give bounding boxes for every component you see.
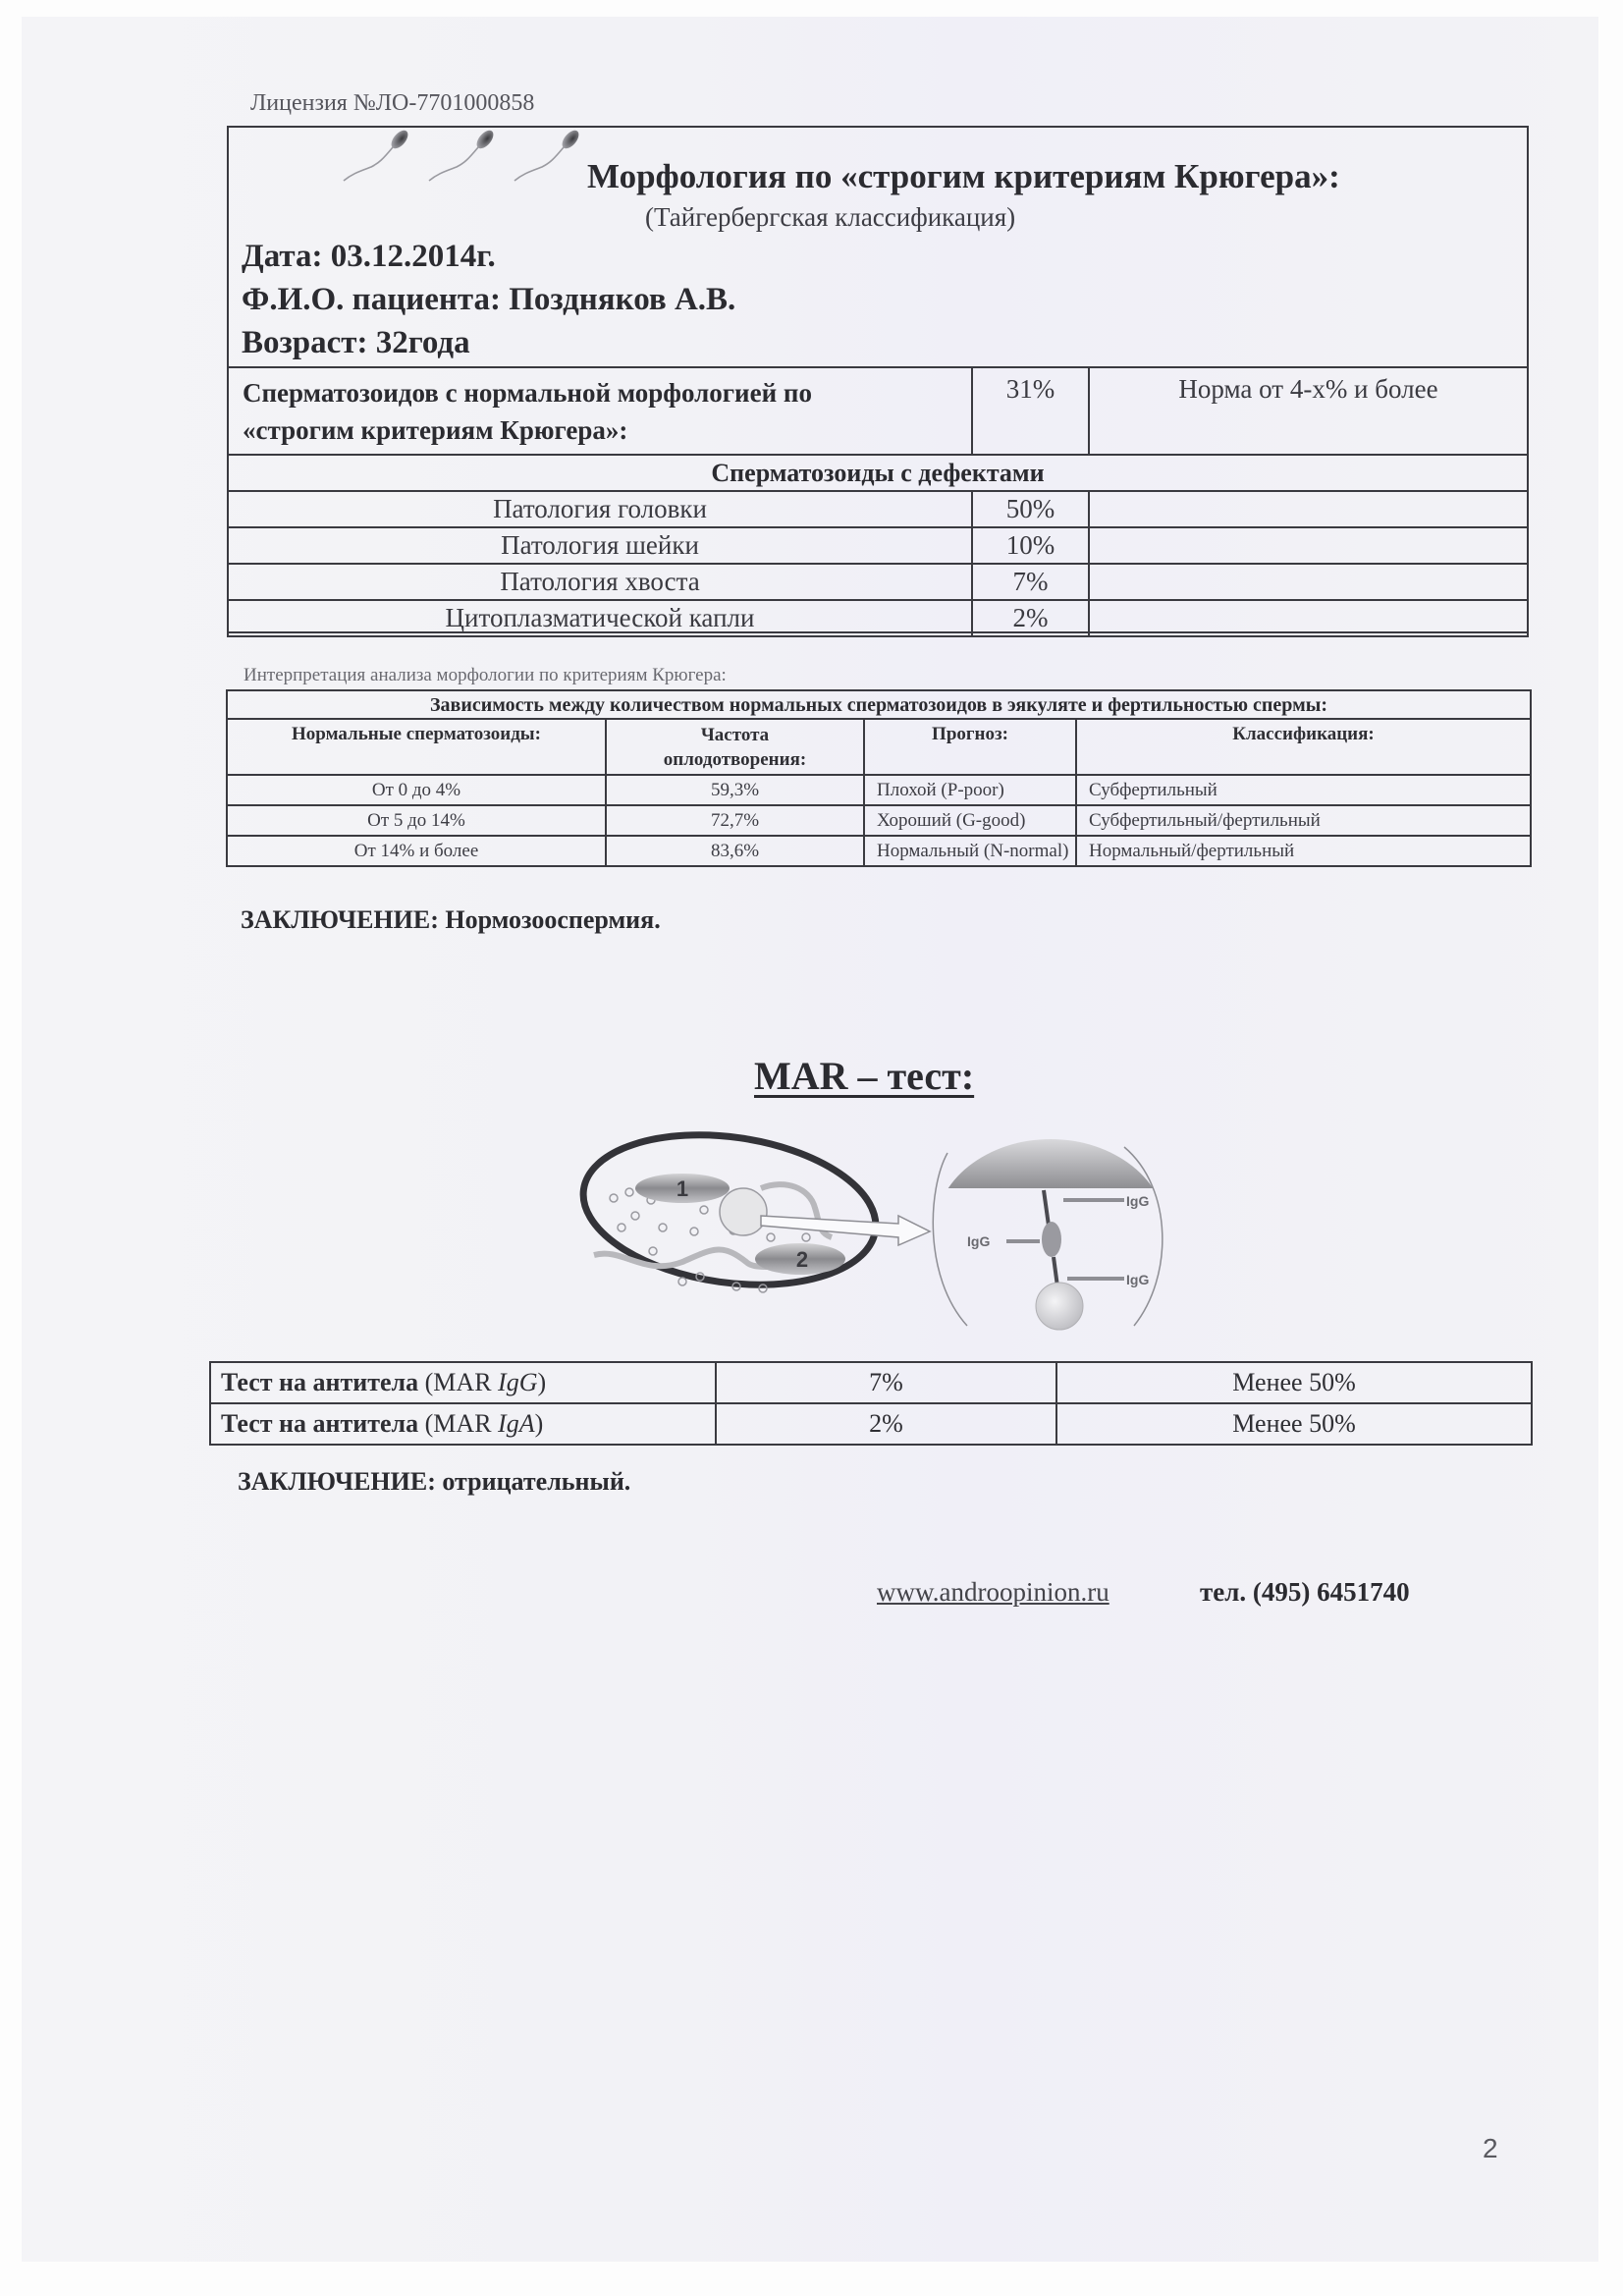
frequency-cell: 83,6%: [606, 836, 864, 866]
defect-value: 7%: [972, 564, 1089, 600]
website-link[interactable]: www.androopinion.ru: [877, 1577, 1109, 1607]
defect-value: 10%: [972, 527, 1089, 564]
zoom-arrow-icon: [761, 1216, 930, 1245]
conclusion-value: отрицательный.: [435, 1467, 631, 1496]
defects-header: Сперматозоиды с дефектами: [228, 455, 1528, 491]
frequency-cell: 72,7%: [606, 805, 864, 836]
normal-morphology-value: 31%: [972, 367, 1089, 455]
frequency-cell: 59,3%: [606, 775, 864, 805]
mar-reference: Менее 50%: [1056, 1403, 1532, 1445]
normal-morphology-label: [228, 367, 972, 455]
mar-test-label: [210, 1403, 716, 1445]
age-line: Возраст: 32года: [242, 325, 470, 360]
interpretation-row: [227, 836, 1531, 866]
prognosis-cell: Нормальный (N-normal): [864, 836, 1076, 866]
sperm-icon: [429, 128, 497, 181]
interpretation-row: [227, 775, 1531, 805]
mar-label-bold: Тест на антитела: [221, 1368, 425, 1396]
defect-empty-cell: [1089, 600, 1528, 636]
sperm-icon: [514, 128, 582, 181]
normal-label-line1: Сперматозоидов с нормальной морфологией по: [243, 378, 812, 408]
phone-number: тел. (495) 6451740: [1200, 1577, 1410, 1607]
classification-cell: Субфертильный/фертильный: [1076, 805, 1531, 836]
igg-chain-label: IgG: [967, 1233, 991, 1249]
patient-line: Ф.И.О. пациента: Поздняков А.В.: [242, 282, 736, 317]
classification-cell: Субфертильный: [1076, 775, 1531, 805]
mar-value: 7%: [716, 1362, 1056, 1403]
sperm-cell-1: [635, 1174, 730, 1203]
cell-label-1: 1: [676, 1176, 689, 1201]
mar-row: [210, 1403, 1532, 1445]
defect-row: [228, 600, 1528, 636]
normal-label-line2: «строгим критериям Крюгера»:: [243, 415, 628, 445]
mar-diagram: [574, 1129, 1173, 1331]
mar-label-italic: IgG: [498, 1368, 538, 1396]
prognosis-cell: Хороший (G-good): [864, 805, 1076, 836]
range-cell: От 0 до 4%: [227, 775, 606, 805]
page-number: 2: [1483, 2133, 1498, 2163]
report-subtitle: (Тайгербергская классификация): [645, 202, 1016, 232]
defect-empty-cell: [1089, 527, 1528, 564]
col-normal-sperm: Нормальные сперматозоиды:: [227, 719, 606, 775]
conclusion-label: ЗАКЛЮЧЕНИЕ:: [238, 1467, 436, 1496]
mar-label-paren: (MAR: [424, 1409, 499, 1438]
igg-label-bottom: IgG: [1126, 1272, 1150, 1287]
interpretation-caption: Интерпретация анализа морфологии по критериям Крюгера:: [243, 665, 727, 685]
normal-morphology-reference: Норма от 4-х% и более: [1089, 367, 1528, 455]
magnified-view: [928, 1139, 1173, 1330]
col-frequency: [606, 719, 864, 775]
sperm-icons: [334, 126, 599, 187]
range-cell: От 14% и более: [227, 836, 606, 866]
interpretation-header-row: [227, 719, 1531, 775]
col-frequency-line2: оплодотворения:: [663, 749, 807, 770]
sperm-icon: [344, 128, 411, 181]
conclusion-label: ЗАКЛЮЧЕНИЕ:: [241, 905, 439, 934]
defect-value: 50%: [972, 491, 1089, 527]
cell-label-2: 2: [795, 1247, 809, 1272]
conclusion-value: Нормозооспермия.: [438, 905, 661, 934]
mar-label-bold: Тест на антитела: [221, 1409, 425, 1438]
mar-label-italic: IgA: [498, 1409, 535, 1438]
mar-heading: MAR – тест:: [754, 1054, 975, 1098]
mar-row: [210, 1362, 1532, 1403]
mar-table: [209, 1361, 1533, 1446]
col-frequency-line1: Частота: [700, 725, 770, 745]
conclusion-morphology: [241, 905, 661, 935]
defect-value: 2%: [972, 600, 1089, 636]
morphology-table: [227, 366, 1529, 637]
defect-label: Патология головки: [228, 491, 972, 527]
defect-row: [228, 491, 1528, 527]
license-number: Лицензия №ЛО-7701000858: [250, 90, 535, 116]
interpretation-title-row: [227, 690, 1531, 719]
classification-cell: Нормальный/фертильный: [1076, 836, 1531, 866]
defect-label: Патология шейки: [228, 527, 972, 564]
defect-empty-cell: [1089, 491, 1528, 527]
latex-particles: [610, 1188, 810, 1292]
mar-label-close: ): [537, 1368, 547, 1396]
range-cell: От 5 до 14%: [227, 805, 606, 836]
interpretation-title: Зависимость между количеством нормальных сперматозоидов в эякуляте и фертильностью спермы:: [227, 690, 1531, 719]
defect-label: Цитоплазматической капли: [228, 600, 972, 636]
col-classification: Классификация:: [1076, 719, 1531, 775]
sample-ellipse: [574, 1129, 886, 1302]
interpretation-table: [226, 689, 1532, 867]
col-prognosis: Прогноз:: [864, 719, 1076, 775]
mar-test-label: [210, 1362, 716, 1403]
report-title: Морфология по «строгим критериям Крюгера»:: [587, 157, 1340, 195]
interpretation-row: [227, 805, 1531, 836]
bead-particle: [720, 1188, 767, 1235]
defect-empty-cell: [1089, 564, 1528, 600]
mar-reference: Менее 50%: [1056, 1362, 1532, 1403]
date-line: Дата: 03.12.2014г.: [242, 239, 496, 274]
mar-value: 2%: [716, 1403, 1056, 1445]
prognosis-cell: Плохой (P-poor): [864, 775, 1076, 805]
defect-row: [228, 527, 1528, 564]
mar-label-close: ): [534, 1409, 544, 1438]
igg-label-top: IgG: [1126, 1193, 1150, 1209]
conclusion-mar: [238, 1467, 630, 1497]
normal-morphology-row: [228, 367, 1528, 455]
defect-label: Патология хвоста: [228, 564, 972, 600]
sperm-cell-2: [755, 1243, 845, 1275]
defects-header-row: [228, 455, 1528, 491]
mar-label-paren: (MAR: [424, 1368, 499, 1396]
defect-row: [228, 564, 1528, 600]
